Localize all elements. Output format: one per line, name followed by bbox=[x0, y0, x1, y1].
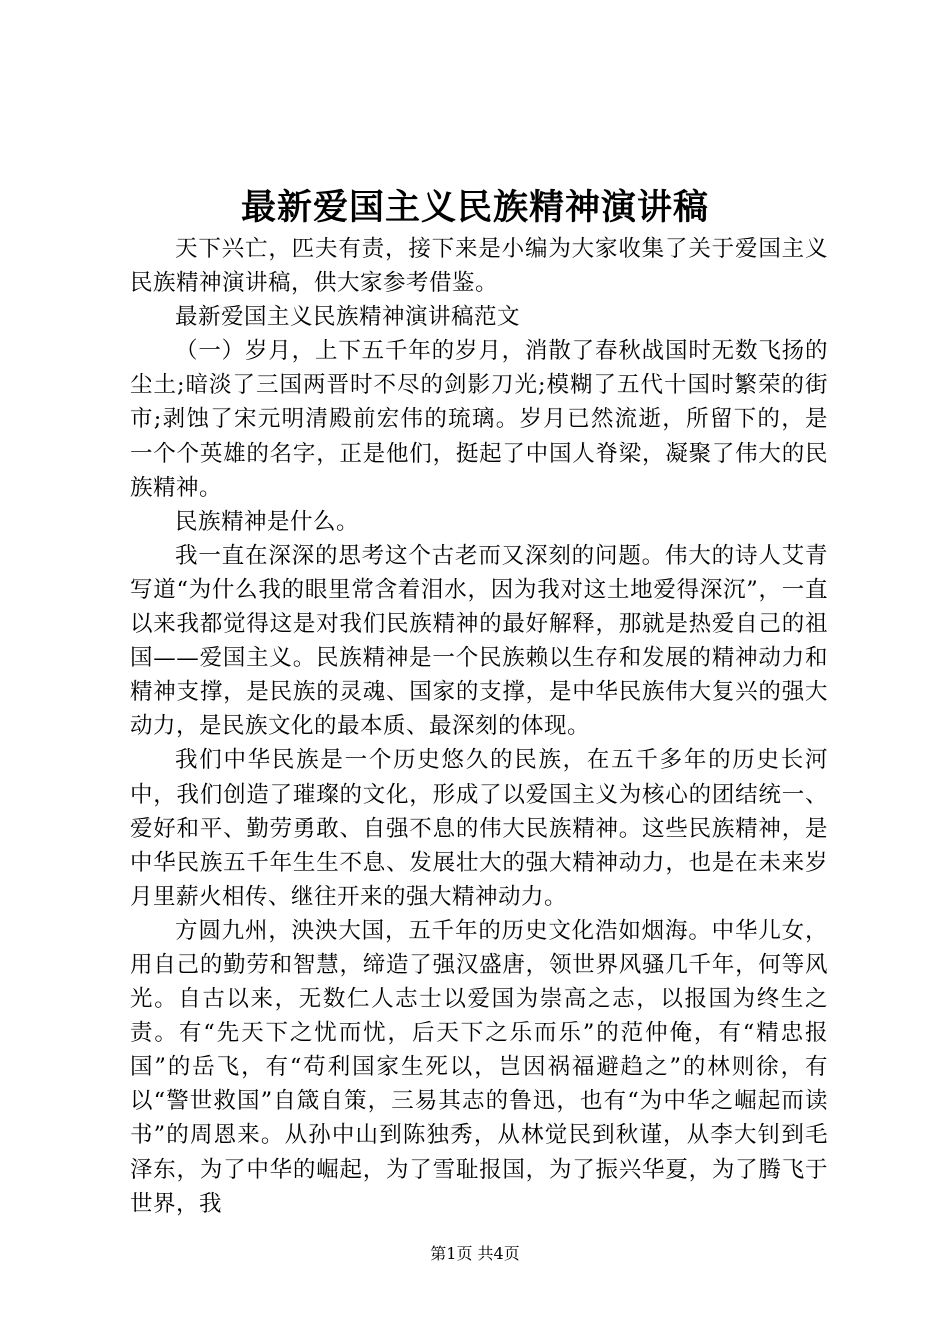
paragraph-subheading: 最新爱国主义民族精神演讲稿范文 bbox=[175, 304, 521, 331]
paragraph-intro: 天下兴亡，匹夫有责，接下来是小编为大家收集了关于爱国主义民族精神演讲稿，供大家参考借鉴。 bbox=[130, 236, 828, 297]
paragraph-one: （一）岁月，上下五千年的岁月，消散了春秋战国时无数飞扬的尘土;暗淡了三国两晋时不尽的剑影刀光;模糊了五代十国时繁荣的街市;剥蚀了宋元明清殿前宏伟的琉璃。岁月已然流逝，所留下的，是一个个英雄的名字，正是他们，挺起了中国人脊梁，凝聚了伟大的民族精神。 bbox=[130, 338, 828, 501]
paragraph-heroes: 方圆九州，泱泱大国，五千年的历史文化浩如烟海。中华儿女，用自己的勤劳和智慧，缔造了强汉盛唐，领世界风骚几千年，何等风光。自古以来，无数仁人志士以爱国为崇高之志，以报国为终生之责。有“先天下之忧而忧，后天下之乐而乐”的范仲俺，有“精忠报国”的岳飞，有“苟利国家生死以，岂因祸福避趋之”的林则徐，有以“警世救国”自箴自策，三易其志的鲁迅，也有“为中华之崛起而读书”的周恩来。从孙中山到陈独秀，从林觉民到秋谨，从李大钊到毛泽东，为了中华的崛起，为了雪耻报国，为了振兴华夏，为了腾飞于世界，我 bbox=[130, 917, 828, 1217]
paragraph-history: 我们中华民族是一个历史悠久的民族，在五千多年的历史长河中，我们创造了璀璨的文化，形成了以爱国主义为核心的团结统一、爱好和平、勤劳勇敢、自强不息的伟大民族精神。这些民族精神，是中华民族五千年生生不息、发展壮大的强大精神动力，也是在未来岁月里薪火相传、继往开来的强大精神动力。 bbox=[130, 747, 828, 910]
document-body bbox=[130, 232, 828, 1221]
page-footer: 第1页 共4页 bbox=[430, 1244, 520, 1263]
paragraph-question: 民族精神是什么。 bbox=[175, 508, 360, 535]
document-title: 最新爱国主义民族精神演讲稿 bbox=[240, 187, 709, 228]
paragraph-thinking: 我一直在深深的思考这个古老而又深刻的问题。伟大的诗人艾青写道“为什么我的眼里常含着泪水，因为我对这土地爱得深沉”，一直以来我都觉得这是对我们民族精神的最好解释，那就是热爱自己的祖国——爱国主义。民族精神是一个民族赖以生存和发展的精神动力和精神支撑，是民族的灵魂、国家的支撑，是中华民族伟大复兴的强大动力，是民族文化的最本质、最深刻的体现。 bbox=[130, 542, 828, 740]
